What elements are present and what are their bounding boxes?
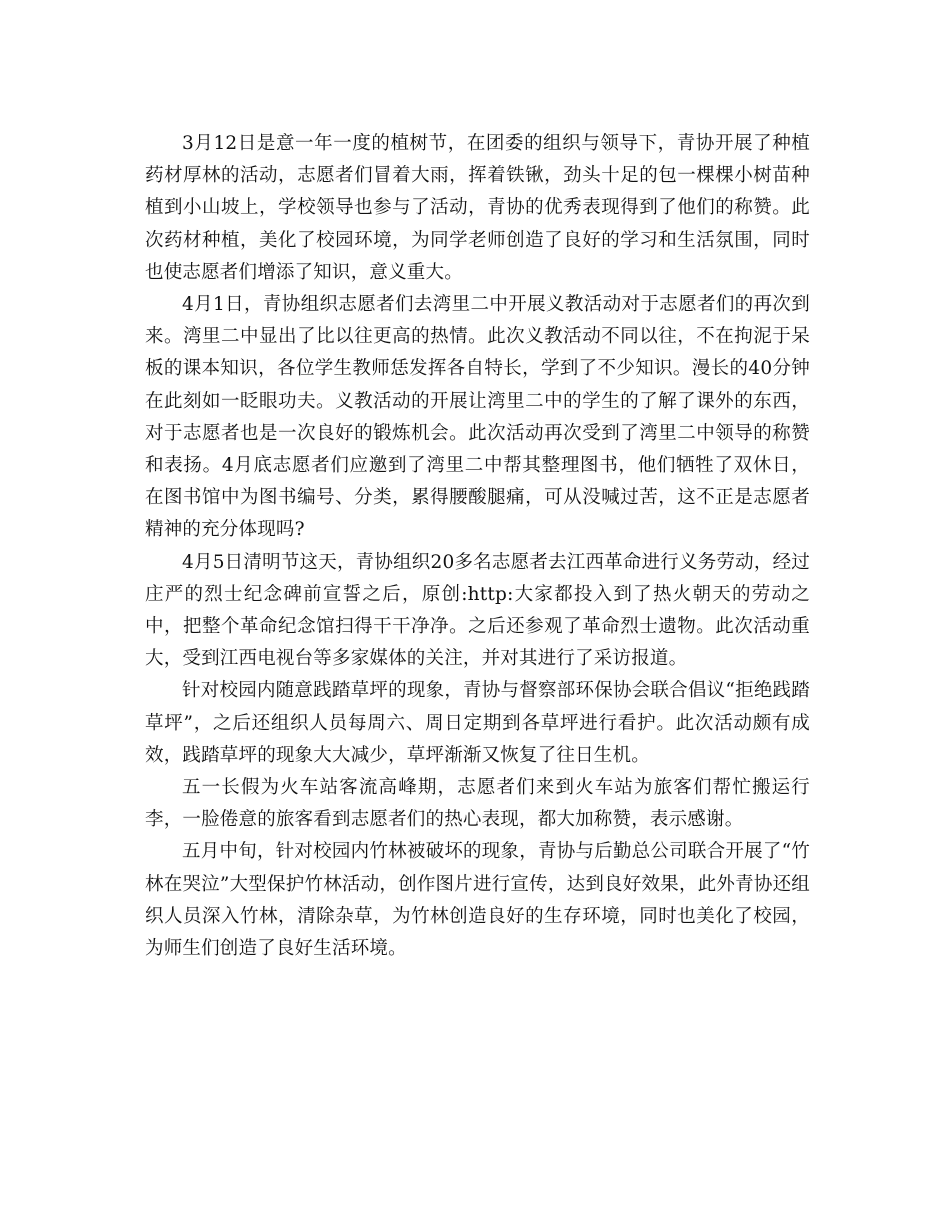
paragraph-bamboo-protection: 五月中旬，针对校园内竹林被破坏的现象，青协与后勤总公司联合开展了“竹林在哭泣”大型保护竹林活动，创作图片进行宣传，达到良好效果，此外青协还组织人员深入竹林，清除杂草，为竹林创造良好的生存环境，同时也美化了校园，为师生们创造了良好生活环境。 <box>145 841 810 960</box>
paragraph-lawn-protection: 针对校园内随意践踏草坪的现象，青协与督察部环保协会联合倡议“拒绝践踏草坪”，之后还组织人员每周六、周日定期到各草坪进行看护。此次活动颇有成效，践踏草坪的现象大大减少，草坪渐渐又恢复了往日生机。 <box>145 680 810 766</box>
document-body <box>145 128 810 965</box>
paragraph-qingming-labor: 4月5日清明节这天，青协组织20多名志愿者去江西革命进行义务劳动，经过庄严的烈士纪念碑前宣誓之后，原创:http:大家都投入到了热火朝天的劳动之中，把整个革命纪念馆扫得干干净净。之后还参观了革命烈士遗物。此次活动重大，受到江西电视台等多家媒体的关注，并对其进行了采访报道。 <box>145 551 810 670</box>
paragraph-tree-planting: 3月12日是意一年一度的植树节，在团委的组织与领导下，青协开展了种植药材厚林的活动，志愿者们冒着大雨，挥着铁锹，劲头十足的包一棵棵小树苗种植到小山坡上，学校领导也参与了活动，青协的优秀表现得到了他们的称赞。此次药材种植，美化了校园环境，为同学老师创造了良好的学习和生活氛围，同时也使志愿者们增添了知识，意义重大。 <box>145 133 810 283</box>
paragraph-volunteer-teaching: 4月1日，青协组织志愿者们去湾里二中开展义教活动对于志愿者们的再次到来。湾里二中显出了比以往更高的热情。此次义教活动不同以往，不在拘泥于呆板的课本知识，各位学生教师恁发挥各自特长，学到了不少知识。漫长的40分钟在此刻如一眨眼功夫。义教活动的开展让湾里二中的学生的了解了课外的东西，对于志愿者也是一次良好的锻炼机会。此次活动再次受到了湾里二中领导的称赞和表扬。4月底志愿者们应邀到了湾里二中帮其整理图书，他们牺牲了双休日，在图书馆中为图书编号、分类，累得腰酸腿痛，可从没喊过苦，这不正是志愿者精神的充分体现吗? <box>145 294 810 541</box>
paragraph-train-station: 五一长假为火车站客流高峰期，志愿者们来到火车站为旅客们帮忙搬运行李，一脸倦意的旅客看到志愿者们的热心表现，都大加称赞，表示感谢。 <box>145 777 810 831</box>
